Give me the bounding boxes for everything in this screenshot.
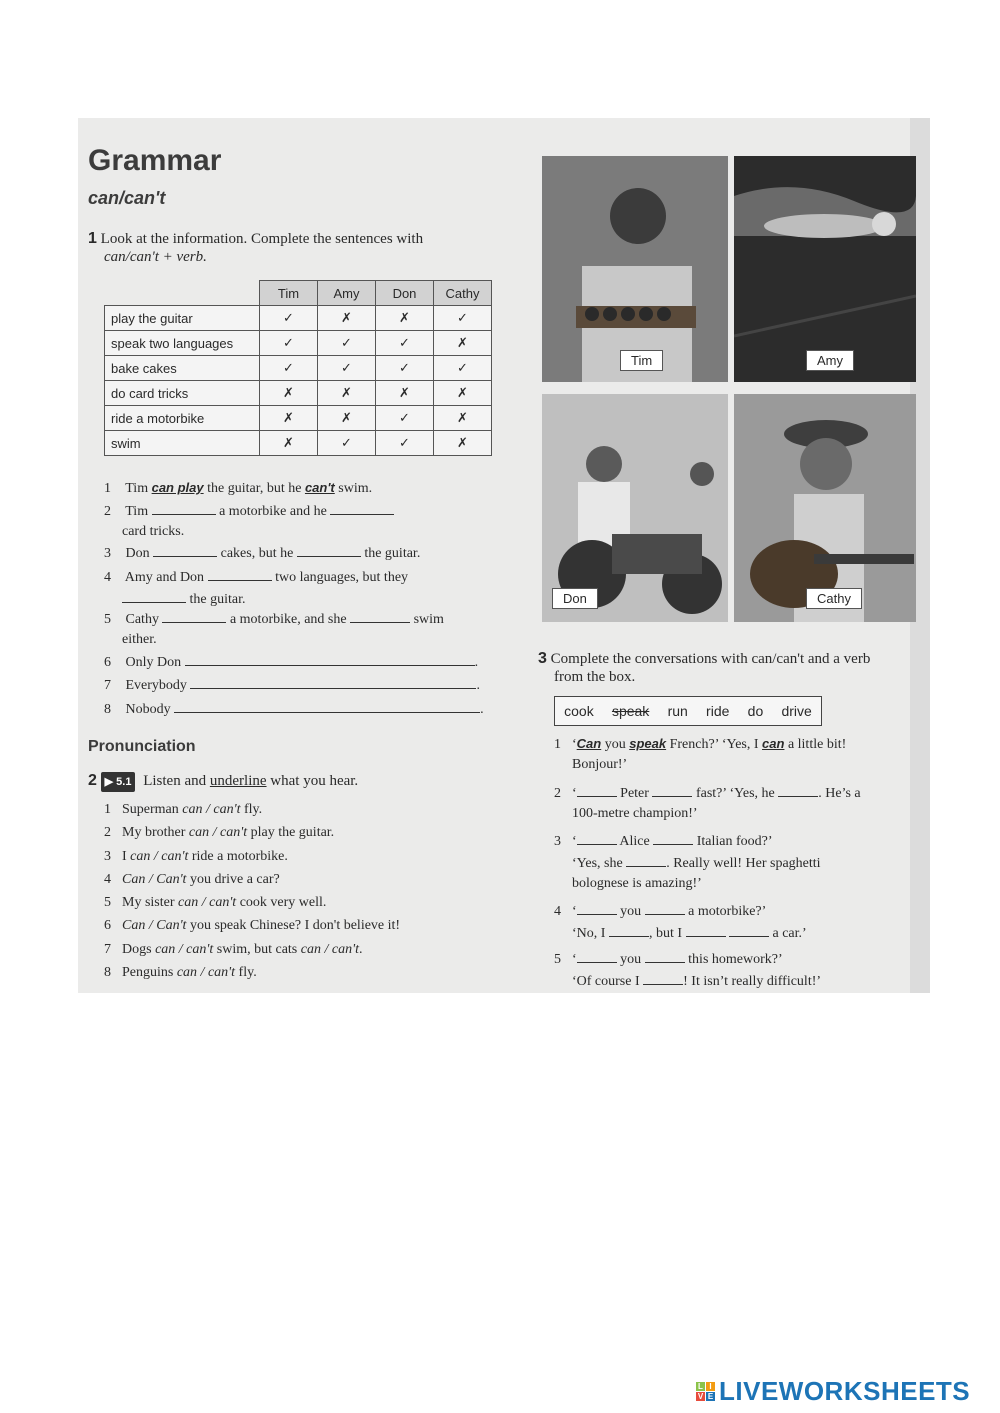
mark-cell: ✓ [434,356,492,381]
audio-track-number: 5.1 [116,776,132,788]
conv-text: you [604,737,626,752]
sentence-text: the guitar, but he [207,481,302,496]
mark-cell: ✗ [434,406,492,431]
mark-cell: ✗ [434,431,492,456]
sentence-text: Tim [125,481,149,496]
answer-blank[interactable] [645,948,685,963]
ex1-sentence [104,500,434,542]
ex1-sentence [104,608,494,650]
choice[interactable]: can / can't [178,895,237,911]
conv-text: Alice [619,834,650,849]
mark-cell: ✓ [318,431,376,456]
conv-text: ‘ [572,904,577,919]
conv-text: . Really well! Her spaghetti [666,856,821,871]
item-number: 2 [554,786,561,801]
logo-grid-icon [696,1382,715,1401]
answer-blank[interactable] [297,542,361,557]
item-text: Dogs [122,941,152,957]
table-header-row [105,281,492,306]
conversation [554,830,914,894]
word-option[interactable]: drive [781,703,812,719]
ability-table [104,280,492,456]
item-number: 1 [554,737,561,752]
conv-text: ‘ [572,834,577,849]
ex1-instruction [88,230,423,266]
list-item [104,821,400,844]
mark-cell: ✓ [260,306,318,331]
item-text: fly. [238,965,257,981]
choice[interactable]: Can / Can't [122,871,187,887]
mark-cell: ✓ [260,331,318,356]
logo-letter: E [707,1392,714,1401]
item-number: 7 [104,678,111,693]
mark-cell: ✗ [376,306,434,331]
item-text: My sister [122,895,175,911]
column-header: Tim [260,281,318,306]
word-option[interactable]: speak [611,703,650,719]
example-answer: can [762,736,785,751]
ex1-sentence: 8 Nobody . [104,698,484,720]
conv-text: a little bit! [787,737,847,752]
table-row [105,406,492,431]
instruction-text: what you hear. [270,773,359,789]
answer-blank[interactable] [185,651,475,666]
item-number: 6 [104,655,111,670]
row-label: do card tricks [105,381,260,406]
answer-blank[interactable] [577,782,617,797]
item-text: cook very well. [239,895,327,911]
answer-blank[interactable] [162,608,226,623]
mark-cell: ✓ [376,406,434,431]
word-option[interactable]: cook [564,703,594,719]
item-text: Superman [122,802,179,817]
mark-cell: ✗ [260,381,318,406]
column-header: Cathy [434,281,492,306]
answer-blank[interactable] [778,782,818,797]
choice[interactable]: can / can't [155,941,214,957]
answer-blank[interactable] [609,922,649,937]
mark-cell: ✗ [434,381,492,406]
conv-text: you [620,952,642,967]
sentence-text: Nobody [125,702,171,717]
answer-blank[interactable] [190,674,476,689]
logo-letter: L [696,1382,705,1391]
choice[interactable]: can / can't [300,941,359,957]
row-label: speak two languages [105,331,260,356]
column-header: Don [376,281,434,306]
word-option[interactable]: do [747,703,764,719]
row-label: ride a motorbike [105,406,260,431]
item-number: 8 [104,965,111,981]
list-item [104,891,400,914]
item-number: 5 [104,612,111,627]
ex1-sentence [104,566,454,610]
row-label: bake cakes [105,356,260,381]
conv-text: ‘Of course I [572,974,640,989]
ex2-number: 2 [88,772,97,789]
instruction-text: Complete the conversations with can/can't and a verb [550,651,871,667]
item-number: 7 [104,941,111,957]
ex1-sentence [104,542,420,564]
conv-text: ‘ [572,737,577,752]
answer-blank[interactable] [153,542,217,557]
list-item [104,938,400,961]
sentence-text: Amy and Don [124,570,205,585]
photo-tim [542,156,728,382]
answer-blank[interactable] [645,900,685,915]
photo-amy [734,156,916,382]
amy-swimmer-illustration [734,156,916,382]
worksheet-page [78,118,930,993]
name-tag-don: Don [552,588,598,609]
answer-blank[interactable] [122,588,186,603]
answer-blank[interactable] [152,500,216,515]
sentence-text: Only Don [125,655,182,670]
ex2-instruction [88,772,358,792]
sentence-text: cakes, but he [220,546,294,561]
sentence-text: two languages, but they [275,570,409,585]
mark-cell: ✓ [376,431,434,456]
item-number: 3 [104,848,111,864]
mark-cell: ✗ [376,381,434,406]
ex1-sentence [104,478,372,499]
answer-blank[interactable] [686,922,726,937]
row-label: swim [105,431,260,456]
sentence-text: Everybody [125,678,187,693]
item-text: ride a motorbike. [191,848,288,864]
item-text: you speak Chinese? I don't believe it! [189,918,401,934]
conv-text: bolognese is amazing!’ [572,876,702,891]
conv-text: a motorbike?’ [688,904,767,919]
page-title: Grammar [88,144,222,177]
item-number: 5 [104,895,111,911]
conv-text: Peter [620,786,649,801]
item-text: you drive a car? [189,871,280,887]
choice[interactable]: can / can't [130,848,189,864]
sentence-text: Cathy [125,612,159,627]
answer-blank[interactable] [729,922,769,937]
word-option[interactable]: run [667,703,688,719]
list-item [104,798,400,821]
conv-text: French?’ ‘Yes, I [669,737,759,752]
table-row [105,356,492,381]
table-corner [105,281,260,306]
item-text: . [358,941,363,957]
item-number: 4 [554,904,561,919]
conv-text: , but I [648,926,682,941]
column-header: Amy [318,281,376,306]
mark-cell: ✗ [260,431,318,456]
conversation [554,900,914,944]
conv-text: 100-metre champion!’ [572,806,698,821]
mark-cell: ✓ [434,306,492,331]
item-number: 4 [104,570,111,585]
conv-text: ‘ [572,786,577,801]
name-tag-amy: Amy [806,350,854,371]
example-answer: can't [304,480,335,495]
list-item [104,961,400,984]
item-text: play the guitar. [250,825,335,841]
mark-cell: ✓ [260,356,318,381]
item-number: 3 [104,546,111,561]
item-number: 2 [104,825,111,841]
list-item [104,914,400,937]
mark-cell: ✓ [376,356,434,381]
answer-blank[interactable] [577,900,617,915]
ex1-number: 1 [88,230,97,247]
sentence-text: swim. [338,481,373,496]
sentence-text: card tricks. [122,524,185,539]
word-box [554,696,822,726]
instruction-text: Listen and [143,773,207,789]
table-row [105,381,492,406]
sentence-text: a motorbike, and she [229,612,347,627]
item-text: My brother [122,825,186,841]
conversation [554,734,914,775]
answer-blank[interactable] [643,970,683,985]
conv-text: this homework?’ [688,952,783,967]
ex1-instruction-line2: can/can't + verb. [104,249,207,265]
sentence-text: the guitar. [364,546,421,561]
conv-text: ‘ [572,952,577,967]
item-text: Penguins [122,965,174,981]
ex1-instruction-line1: Look at the information. Complete the sentences with [100,231,424,247]
conversation [554,948,914,992]
photo-don [542,394,728,622]
item-text: fly. [243,802,263,817]
table-row [105,431,492,456]
conv-text: ‘Yes, she [572,856,623,871]
sentence-text: Tim [125,504,149,519]
sentence-text: a motorbike and he [219,504,327,519]
item-number: 8 [104,702,111,717]
conv-text: ‘No, I [572,926,606,941]
item-number: 6 [104,918,111,934]
liveworksheets-logo[interactable] [696,1376,970,1407]
name-tag-cathy: Cathy [806,588,862,609]
answer-blank[interactable] [626,852,666,867]
word-option[interactable]: ride [706,703,730,719]
ex3-instruction [538,650,918,686]
sentence-text: swim [413,612,444,627]
conv-text: . He’s a [818,786,861,801]
row-label: play the guitar [105,306,260,331]
item-number: 1 [104,481,111,496]
mark-cell: ✗ [318,306,376,331]
answer-blank[interactable] [577,948,617,963]
mark-cell: ✗ [434,331,492,356]
answer-blank[interactable] [652,782,692,797]
list-item [104,868,400,891]
item-number: 3 [554,834,561,849]
mark-cell: ✗ [318,406,376,431]
conv-text: Bonjour!’ [572,757,628,772]
answer-blank[interactable] [653,830,693,845]
logo-letter: V [697,1392,704,1401]
conv-text: a car.’ [772,926,807,941]
choice[interactable]: can / can't [182,802,241,817]
audio-track-icon[interactable]: ▶ 5.1 [101,772,136,792]
item-text: I [122,848,127,864]
choice[interactable]: can / can't [176,965,236,981]
answer-blank[interactable] [330,500,394,515]
pronunciation-heading: Pronunciation [88,738,196,755]
ex1-sentence: 7 Everybody . [104,674,480,696]
answer-blank[interactable] [208,566,272,581]
item-text: swim, but cats [216,941,298,957]
example-answer: speak [629,736,667,751]
ex1-sentence: 6 Only Don . [104,651,478,673]
mark-cell: ✓ [318,331,376,356]
instruction-text: from the box. [554,669,636,685]
sentence-text: Don [125,546,150,561]
conv-text: Italian food?’ [696,834,773,849]
answer-blank[interactable] [174,698,480,713]
example-answer: Can [576,736,602,751]
answer-blank[interactable] [577,830,617,845]
conv-text: you [620,904,642,919]
ex3-number: 3 [538,650,547,667]
item-number: 1 [104,802,111,817]
tim-baker-illustration [542,156,728,382]
pronunciation-list [104,798,400,984]
mark-cell: ✓ [376,331,434,356]
sentence-text: either. [122,632,157,647]
page-subtitle: can/can't [88,188,166,208]
conversation [554,782,914,824]
mark-cell: ✗ [260,406,318,431]
instruction-text: underline [209,773,267,789]
photo-cathy [734,394,916,622]
item-number: 5 [554,952,561,967]
name-tag-tim: Tim [620,350,663,371]
conv-text: fast?’ ‘Yes, he [695,786,775,801]
table-row [105,306,492,331]
answer-blank[interactable] [350,608,410,623]
item-number: 4 [104,871,111,887]
item-number: 2 [104,504,111,519]
mark-cell: ✓ [318,356,376,381]
table-row [105,331,492,356]
mark-cell: ✗ [318,381,376,406]
example-answer: can play [151,480,204,495]
choice[interactable]: Can / Can't [122,918,187,934]
sentence-text: the guitar. [189,592,246,607]
logo-letter: I [706,1382,715,1391]
list-item [104,845,400,868]
choice[interactable]: can / can't [188,825,248,841]
logo-text: LIVEWORKSHEETS [719,1376,971,1406]
conv-text: ! It isn’t really difficult!’ [683,974,822,989]
